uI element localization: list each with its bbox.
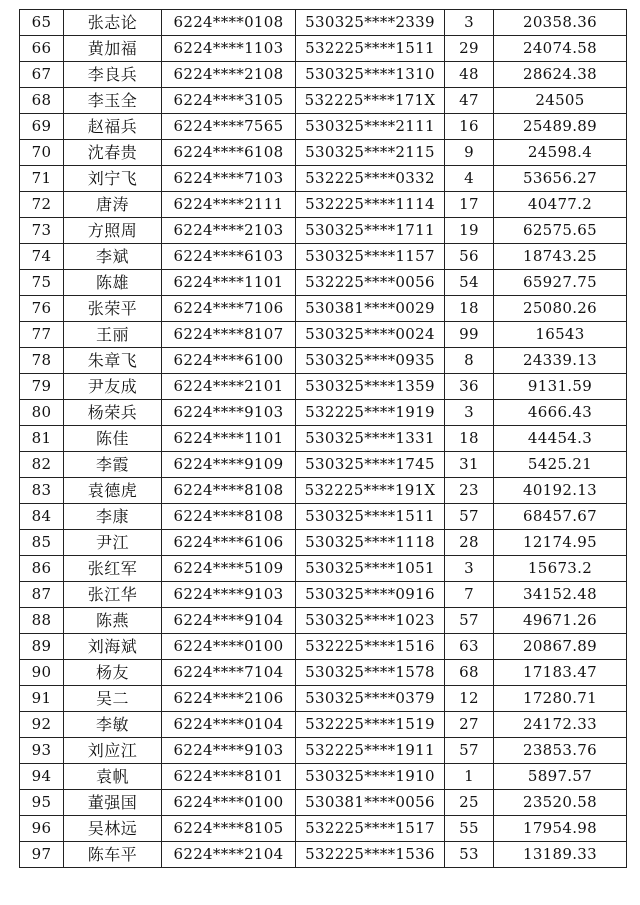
quantity-cell: 16 [445, 114, 494, 140]
quantity-cell: 57 [445, 608, 494, 634]
row-number-cell: 76 [20, 296, 64, 322]
name-cell: 袁帆 [64, 764, 162, 790]
row-number-cell: 73 [20, 218, 64, 244]
row-number-cell: 81 [20, 426, 64, 452]
name-cell: 李敏 [64, 712, 162, 738]
table-row [20, 530, 627, 556]
table-row [20, 738, 627, 764]
table-row [20, 166, 627, 192]
amount-cell: 25489.89 [494, 114, 627, 140]
amount-cell: 24598.4 [494, 140, 627, 166]
amount-cell: 25080.26 [494, 296, 627, 322]
id-number-cell: 532225****1511 [296, 36, 445, 62]
amount-cell: 34152.48 [494, 582, 627, 608]
amount-cell: 4666.43 [494, 400, 627, 426]
bank-card-cell: 6224****1101 [162, 426, 296, 452]
row-number-cell: 67 [20, 62, 64, 88]
quantity-cell: 55 [445, 816, 494, 842]
quantity-cell: 1 [445, 764, 494, 790]
amount-cell: 15673.2 [494, 556, 627, 582]
bank-card-cell: 6224****0100 [162, 790, 296, 816]
id-number-cell: 530325****1359 [296, 374, 445, 400]
id-number-cell: 532225****1516 [296, 634, 445, 660]
id-number-cell: 532225****191X [296, 478, 445, 504]
name-cell: 吴二 [64, 686, 162, 712]
bank-card-cell: 6224****6106 [162, 530, 296, 556]
id-number-cell: 530325****1310 [296, 62, 445, 88]
name-cell: 董强国 [64, 790, 162, 816]
amount-cell: 9131.59 [494, 374, 627, 400]
name-cell: 朱章飞 [64, 348, 162, 374]
quantity-cell: 8 [445, 348, 494, 374]
bank-card-cell: 6224****8105 [162, 816, 296, 842]
bank-card-cell: 6224****7106 [162, 296, 296, 322]
table-row [20, 634, 627, 660]
id-number-cell: 530325****1711 [296, 218, 445, 244]
row-number-cell: 69 [20, 114, 64, 140]
name-cell: 张志论 [64, 10, 162, 36]
quantity-cell: 57 [445, 738, 494, 764]
row-number-cell: 89 [20, 634, 64, 660]
row-number-cell: 65 [20, 10, 64, 36]
quantity-cell: 3 [445, 556, 494, 582]
amount-cell: 24074.58 [494, 36, 627, 62]
row-number-cell: 70 [20, 140, 64, 166]
table-row [20, 816, 627, 842]
table-row [20, 504, 627, 530]
row-number-cell: 77 [20, 322, 64, 348]
amount-cell: 24505 [494, 88, 627, 114]
id-number-cell: 530325****1157 [296, 244, 445, 270]
table-row [20, 88, 627, 114]
name-cell: 杨友 [64, 660, 162, 686]
quantity-cell: 31 [445, 452, 494, 478]
amount-cell: 49671.26 [494, 608, 627, 634]
row-number-cell: 91 [20, 686, 64, 712]
table-row [20, 712, 627, 738]
quantity-cell: 17 [445, 192, 494, 218]
amount-cell: 13189.33 [494, 842, 627, 868]
bank-card-cell: 6224****8101 [162, 764, 296, 790]
quantity-cell: 47 [445, 88, 494, 114]
bank-card-cell: 6224****1101 [162, 270, 296, 296]
bank-card-cell: 6224****6100 [162, 348, 296, 374]
table-row [20, 36, 627, 62]
table-row [20, 140, 627, 166]
row-number-cell: 93 [20, 738, 64, 764]
name-cell: 黄加福 [64, 36, 162, 62]
row-number-cell: 83 [20, 478, 64, 504]
name-cell: 唐涛 [64, 192, 162, 218]
amount-cell: 12174.95 [494, 530, 627, 556]
row-number-cell: 79 [20, 374, 64, 400]
id-number-cell: 532225****1919 [296, 400, 445, 426]
quantity-cell: 12 [445, 686, 494, 712]
name-cell: 李玉全 [64, 88, 162, 114]
table-row [20, 270, 627, 296]
table-row [20, 296, 627, 322]
bank-card-cell: 6224****2108 [162, 62, 296, 88]
name-cell: 尹友成 [64, 374, 162, 400]
id-number-cell: 532225****0332 [296, 166, 445, 192]
id-number-cell: 532225****0056 [296, 270, 445, 296]
quantity-cell: 28 [445, 530, 494, 556]
row-number-cell: 72 [20, 192, 64, 218]
name-cell: 刘宁飞 [64, 166, 162, 192]
amount-cell: 53656.27 [494, 166, 627, 192]
table-row [20, 114, 627, 140]
amount-cell: 44454.3 [494, 426, 627, 452]
amount-cell: 20867.89 [494, 634, 627, 660]
id-number-cell: 530325****0935 [296, 348, 445, 374]
row-number-cell: 87 [20, 582, 64, 608]
row-number-cell: 90 [20, 660, 64, 686]
bank-card-cell: 6224****2104 [162, 842, 296, 868]
amount-cell: 16543 [494, 322, 627, 348]
table-row [20, 452, 627, 478]
bank-card-cell: 6224****7103 [162, 166, 296, 192]
id-number-cell: 530325****0024 [296, 322, 445, 348]
name-cell: 李霞 [64, 452, 162, 478]
table-row [20, 322, 627, 348]
quantity-cell: 53 [445, 842, 494, 868]
table-row [20, 608, 627, 634]
row-number-cell: 94 [20, 764, 64, 790]
table-row [20, 426, 627, 452]
name-cell: 方照周 [64, 218, 162, 244]
table-row [20, 686, 627, 712]
name-cell: 张荣平 [64, 296, 162, 322]
row-number-cell: 78 [20, 348, 64, 374]
id-number-cell: 532225****1911 [296, 738, 445, 764]
name-cell: 李康 [64, 504, 162, 530]
bank-card-cell: 6224****2103 [162, 218, 296, 244]
row-number-cell: 74 [20, 244, 64, 270]
amount-cell: 17280.71 [494, 686, 627, 712]
bank-card-cell: 6224****8108 [162, 504, 296, 530]
amount-cell: 28624.38 [494, 62, 627, 88]
quantity-cell: 23 [445, 478, 494, 504]
name-cell: 杨荣兵 [64, 400, 162, 426]
name-cell: 刘应江 [64, 738, 162, 764]
amount-cell: 40192.13 [494, 478, 627, 504]
row-number-cell: 68 [20, 88, 64, 114]
name-cell: 陈佳 [64, 426, 162, 452]
id-number-cell: 530325****2115 [296, 140, 445, 166]
bank-card-cell: 6224****2111 [162, 192, 296, 218]
quantity-cell: 99 [445, 322, 494, 348]
bank-card-cell: 6224****6103 [162, 244, 296, 270]
table-row [20, 842, 627, 868]
id-number-cell: 532225****171X [296, 88, 445, 114]
bank-card-cell: 6224****2106 [162, 686, 296, 712]
bank-card-cell: 6224****5109 [162, 556, 296, 582]
id-number-cell: 530325****0379 [296, 686, 445, 712]
bank-card-cell: 6224****2101 [162, 374, 296, 400]
quantity-cell: 4 [445, 166, 494, 192]
quantity-cell: 29 [445, 36, 494, 62]
bank-card-cell: 6224****1103 [162, 36, 296, 62]
quantity-cell: 7 [445, 582, 494, 608]
id-number-cell: 532225****1519 [296, 712, 445, 738]
name-cell: 陈车平 [64, 842, 162, 868]
id-number-cell: 530325****2339 [296, 10, 445, 36]
amount-cell: 18743.25 [494, 244, 627, 270]
name-cell: 袁德虎 [64, 478, 162, 504]
bank-card-cell: 6224****9103 [162, 738, 296, 764]
amount-cell: 40477.2 [494, 192, 627, 218]
id-number-cell: 532225****1517 [296, 816, 445, 842]
quantity-cell: 63 [445, 634, 494, 660]
row-number-cell: 71 [20, 166, 64, 192]
amount-cell: 62575.65 [494, 218, 627, 244]
row-number-cell: 80 [20, 400, 64, 426]
table-row [20, 764, 627, 790]
quantity-cell: 18 [445, 426, 494, 452]
id-number-cell: 530325****1910 [296, 764, 445, 790]
table-row [20, 192, 627, 218]
row-number-cell: 86 [20, 556, 64, 582]
bank-card-cell: 6224****0108 [162, 10, 296, 36]
name-cell: 陈燕 [64, 608, 162, 634]
amount-cell: 24339.13 [494, 348, 627, 374]
table-row [20, 218, 627, 244]
amount-cell: 17954.98 [494, 816, 627, 842]
name-cell: 张江华 [64, 582, 162, 608]
name-cell: 王丽 [64, 322, 162, 348]
quantity-cell: 54 [445, 270, 494, 296]
bank-card-cell: 6224****7104 [162, 660, 296, 686]
bank-card-cell: 6224****9103 [162, 582, 296, 608]
bank-card-cell: 6224****0100 [162, 634, 296, 660]
quantity-cell: 36 [445, 374, 494, 400]
row-number-cell: 75 [20, 270, 64, 296]
table-row [20, 400, 627, 426]
table-row [20, 660, 627, 686]
id-number-cell: 532225****1536 [296, 842, 445, 868]
quantity-cell: 68 [445, 660, 494, 686]
quantity-cell: 3 [445, 400, 494, 426]
bank-card-cell: 6224****8107 [162, 322, 296, 348]
row-number-cell: 82 [20, 452, 64, 478]
amount-cell: 5897.57 [494, 764, 627, 790]
quantity-cell: 18 [445, 296, 494, 322]
id-number-cell: 530381****0029 [296, 296, 445, 322]
id-number-cell: 530325****1331 [296, 426, 445, 452]
amount-cell: 5425.21 [494, 452, 627, 478]
id-number-cell: 530325****1745 [296, 452, 445, 478]
amount-cell: 24172.33 [494, 712, 627, 738]
row-number-cell: 92 [20, 712, 64, 738]
table-row [20, 10, 627, 36]
id-number-cell: 532225****1114 [296, 192, 445, 218]
id-number-cell: 530325****1578 [296, 660, 445, 686]
name-cell: 李斌 [64, 244, 162, 270]
amount-cell: 20358.36 [494, 10, 627, 36]
row-number-cell: 66 [20, 36, 64, 62]
table-row [20, 790, 627, 816]
quantity-cell: 27 [445, 712, 494, 738]
row-number-cell: 84 [20, 504, 64, 530]
quantity-cell: 9 [445, 140, 494, 166]
table-row [20, 556, 627, 582]
table-row [20, 374, 627, 400]
amount-cell: 23853.76 [494, 738, 627, 764]
quantity-cell: 57 [445, 504, 494, 530]
amount-cell: 65927.75 [494, 270, 627, 296]
bank-card-cell: 6224****7565 [162, 114, 296, 140]
table-row [20, 478, 627, 504]
bank-card-cell: 6224****9104 [162, 608, 296, 634]
table-row [20, 62, 627, 88]
id-number-cell: 530325****0916 [296, 582, 445, 608]
quantity-cell: 3 [445, 10, 494, 36]
roster-table-body [20, 10, 627, 868]
row-number-cell: 85 [20, 530, 64, 556]
quantity-cell: 25 [445, 790, 494, 816]
roster-table [19, 9, 627, 868]
name-cell: 沈春贵 [64, 140, 162, 166]
bank-card-cell: 6224****8108 [162, 478, 296, 504]
row-number-cell: 97 [20, 842, 64, 868]
name-cell: 陈雄 [64, 270, 162, 296]
amount-cell: 23520.58 [494, 790, 627, 816]
name-cell: 李良兵 [64, 62, 162, 88]
table-row [20, 244, 627, 270]
name-cell: 刘海斌 [64, 634, 162, 660]
table-row [20, 348, 627, 374]
id-number-cell: 530325****1051 [296, 556, 445, 582]
row-number-cell: 95 [20, 790, 64, 816]
id-number-cell: 530381****0056 [296, 790, 445, 816]
name-cell: 张红军 [64, 556, 162, 582]
name-cell: 赵福兵 [64, 114, 162, 140]
quantity-cell: 19 [445, 218, 494, 244]
bank-card-cell: 6224****0104 [162, 712, 296, 738]
id-number-cell: 530325****2111 [296, 114, 445, 140]
row-number-cell: 96 [20, 816, 64, 842]
row-number-cell: 88 [20, 608, 64, 634]
amount-cell: 17183.47 [494, 660, 627, 686]
id-number-cell: 530325****1118 [296, 530, 445, 556]
name-cell: 尹江 [64, 530, 162, 556]
name-cell: 吴林远 [64, 816, 162, 842]
bank-card-cell: 6224****9103 [162, 400, 296, 426]
bank-card-cell: 6224****6108 [162, 140, 296, 166]
table-row [20, 582, 627, 608]
quantity-cell: 56 [445, 244, 494, 270]
amount-cell: 68457.67 [494, 504, 627, 530]
quantity-cell: 48 [445, 62, 494, 88]
bank-card-cell: 6224****3105 [162, 88, 296, 114]
id-number-cell: 530325****1023 [296, 608, 445, 634]
id-number-cell: 530325****1511 [296, 504, 445, 530]
bank-card-cell: 6224****9109 [162, 452, 296, 478]
